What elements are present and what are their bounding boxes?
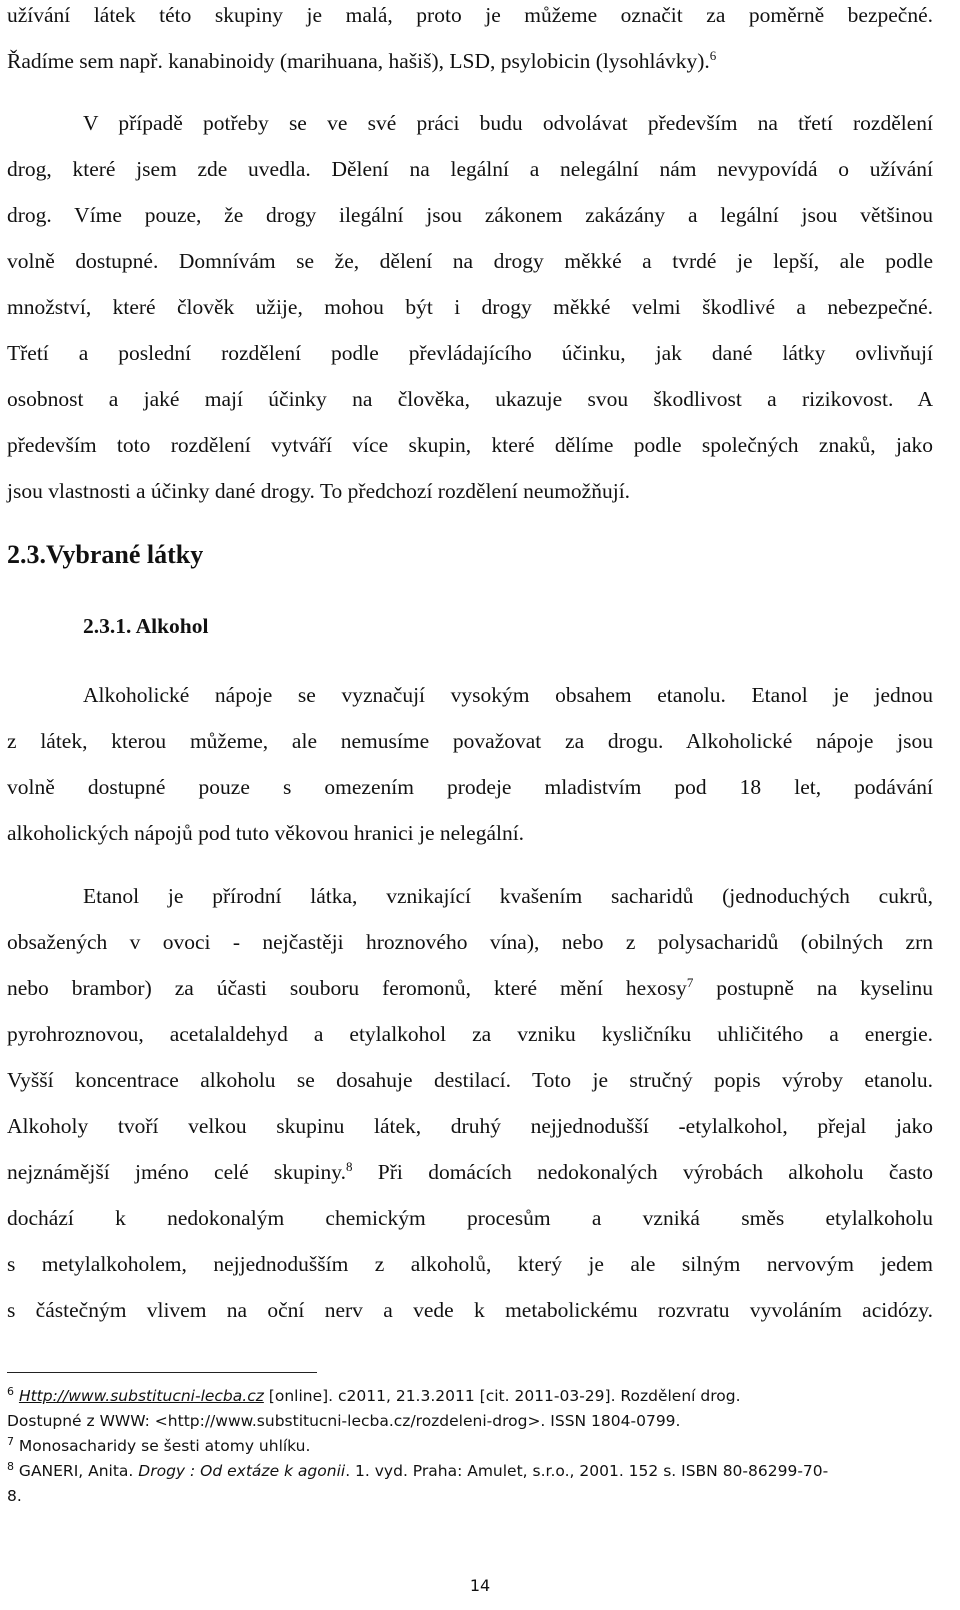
footnote-6: $^6$ Http://www.substitucni-lecba.cz [online]. c2011, 21.3.2011 [cit. 2011-03-29]. Rozdělení drog.: [7, 1384, 741, 1405]
body-line: osobnost a jaké mají účinky na člověka, ukazuje svou škodlivost a rizikovost. A: [7, 387, 933, 411]
subsection-heading: 2.3.1. Alkohol: [83, 614, 209, 638]
footnote-link[interactable]: Http://www.substitucni-lecba.cz: [18, 1387, 264, 1405]
footnote-separator: [7, 1372, 317, 1373]
body-line: pyrohroznovou, acetalaldehyd a etylalkohol za vzniku kysličníku uhličitého a energie.: [7, 1022, 933, 1046]
footnote-7: $^7$ Monosacharidy se šesti atomy uhlíku.: [7, 1434, 311, 1455]
body-line: Vyšší koncentrace alkoholu se dosahuje destilací. Toto je stručný popis výroby etanolu.: [7, 1068, 933, 1092]
section-heading: 2.3.Vybrané látky: [7, 540, 204, 569]
body-line: množství, které člověk užije, mohou být i drogy měkké velmi škodlivé a nebezpečné.: [7, 295, 933, 319]
body-line: Alkoholy tvoří velkou skupinu látek, druhý nejjednodušší -etylalkohol, přejal jako: [7, 1114, 933, 1138]
body-line: alkoholických nápojů pod tuto věkovou hranici je nelegální.: [7, 821, 525, 845]
body-line: volně dostupné. Domnívám se že, dělení na drogy měkké a tvrdé je lepší, ale podle: [7, 249, 933, 273]
body-line: s metylalkoholem, nejjednodušším z alkoholů, který je ale silným nervovým jedem: [7, 1252, 933, 1276]
body-line: obsažených v ovoci - nejčastěji hroznového vína), nebo z polysacharidů (obilných zrn: [7, 930, 933, 954]
body-line: Etanol je přírodní látka, vznikající kvašením sacharidů (jednoduchých cukrů,: [83, 884, 933, 908]
body-line: Řadíme sem např. kanabinoidy (marihuana, hašiš), LSD, psylobicin (lysohlávky).$^6$: [7, 47, 717, 73]
body-line: volně dostupné pouze s omezením prodeje mladistvím pod 18 let, podávání: [7, 775, 933, 799]
footnote-8-cont: 8.: [7, 1487, 22, 1505]
footnote-ref[interactable]: 8: [346, 1158, 353, 1174]
footnote-ref[interactable]: 6: [709, 47, 717, 63]
body-line: nebo brambor) za účasti souboru feromonů, které mění hexosy$^7$ postupně na kyselinu: [7, 974, 933, 1000]
footnote-ref[interactable]: 7: [686, 974, 694, 990]
body-line: drog, které jsem zde uvedla. Dělení na legální a nelegální nám nevypovídá o užívání: [7, 157, 933, 181]
footnote-8: $^8$ GANERI, Anita. Drogy : Od extáze k agonii. 1. vyd. Praha: Amulet, s.r.o., 2001. 152 s. ISBN 80-86299-70-: [7, 1459, 829, 1480]
body-line: užívání látek této skupiny je malá, proto je můžeme označit za poměrně bezpečné.: [7, 3, 933, 27]
body-line: dochází k nedokonalým chemickým procesům a vzniká směs etylalkoholu: [7, 1206, 933, 1230]
body-line: V případě potřeby se ve své práci budu odvolávat především na třetí rozdělení: [83, 111, 933, 135]
body-line: nejznámější jméno celé skupiny.$^8$ Při domácích nedokonalých výrobách alkoholu často: [7, 1158, 933, 1184]
body-line: Třetí a poslední rozdělení podle převládajícího účinku, jak dané látky ovlivňují: [7, 341, 933, 365]
body-line: z látek, kterou můžeme, ale nemusíme považovat za drogu. Alkoholické nápoje jsou: [7, 729, 933, 753]
body-line: drog. Víme pouze, že drogy ilegální jsou zákonem zakázány a legální jsou většinou: [7, 203, 933, 227]
body-line: s částečným vlivem na oční nerv a vede k metabolickému rozvratu vyvoláním acidózy.: [7, 1298, 933, 1322]
page-number: 14: [469, 1576, 491, 1595]
footnote-6-cont: Dostupné z WWW: <http://www.substitucni-lecba.cz/rozdeleni-drog>. ISSN 1804-0799.: [7, 1412, 681, 1430]
body-line: jsou vlastnosti a účinky dané drogy. To předchozí rozdělení neumožňují.: [7, 479, 631, 503]
body-line: především toto rozdělení vytváří více skupin, které dělíme podle společných znaků, jako: [7, 433, 933, 457]
body-line: Alkoholické nápoje se vyznačují vysokým obsahem etanolu. Etanol je jednou: [83, 683, 933, 707]
